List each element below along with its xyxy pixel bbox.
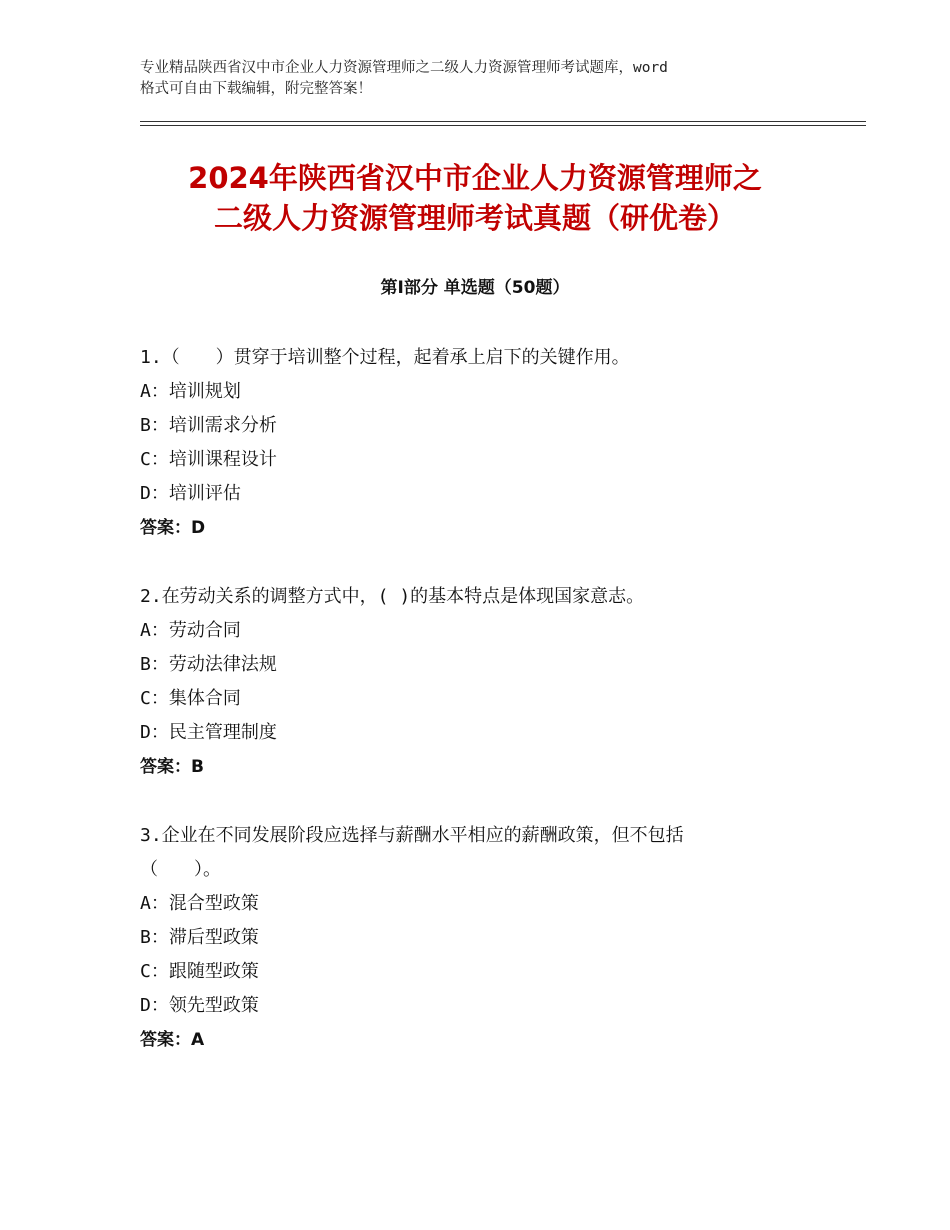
- option-a: A：培训规划: [140, 381, 241, 402]
- header-note: [140, 58, 840, 100]
- header-rule-bottom: [140, 125, 866, 126]
- header-note-line-2: 格式可自由下载编辑，附完整答案！: [140, 81, 372, 97]
- option-c: C：培训课程设计: [140, 449, 277, 470]
- question-stem: 2.在劳动关系的调整方式中，( )的基本特点是体现国家意志。: [140, 586, 645, 607]
- header-rule-top: [140, 121, 866, 122]
- question-3: [140, 819, 840, 1057]
- option-d: D：培训评估: [140, 483, 241, 504]
- question-1: [140, 341, 840, 545]
- header-note-line-1: 专业精品陕西省汉中市企业人力资源管理师之二级人力资源管理师考试题库，word: [140, 60, 668, 76]
- answer: 答案：A: [140, 1030, 205, 1050]
- option-b: B：培训需求分析: [140, 415, 277, 436]
- question-stem: 1.（ ）贯穿于培训整个过程，起着承上启下的关键作用。: [140, 347, 630, 368]
- option-a: A：劳动合同: [140, 620, 241, 641]
- answer: 答案：B: [140, 757, 204, 777]
- section-heading: 第Ⅰ部分 单选题（50题）: [380, 278, 570, 298]
- option-d: D：领先型政策: [140, 995, 259, 1016]
- option-c: C：跟随型政策: [140, 961, 259, 982]
- question-2: [140, 580, 840, 784]
- option-b: B：劳动法律法规: [140, 654, 277, 675]
- document-title: [100, 158, 850, 238]
- document-title-line-2: 二级人力资源管理师考试真题（研优卷）: [213, 201, 736, 235]
- option-d: D：民主管理制度: [140, 722, 277, 743]
- option-a: A：混合型政策: [140, 893, 259, 914]
- answer: 答案：D: [140, 518, 206, 538]
- question-stem-continued: （ ）。: [140, 859, 221, 880]
- document-title-line-1: 2024年陕西省汉中市企业人力资源管理师之: [188, 161, 762, 195]
- option-b: B：滞后型政策: [140, 927, 259, 948]
- question-stem: 3.企业在不同发展阶段应选择与薪酬水平相应的薪酬政策，但不包括: [140, 825, 684, 846]
- option-c: C：集体合同: [140, 688, 241, 709]
